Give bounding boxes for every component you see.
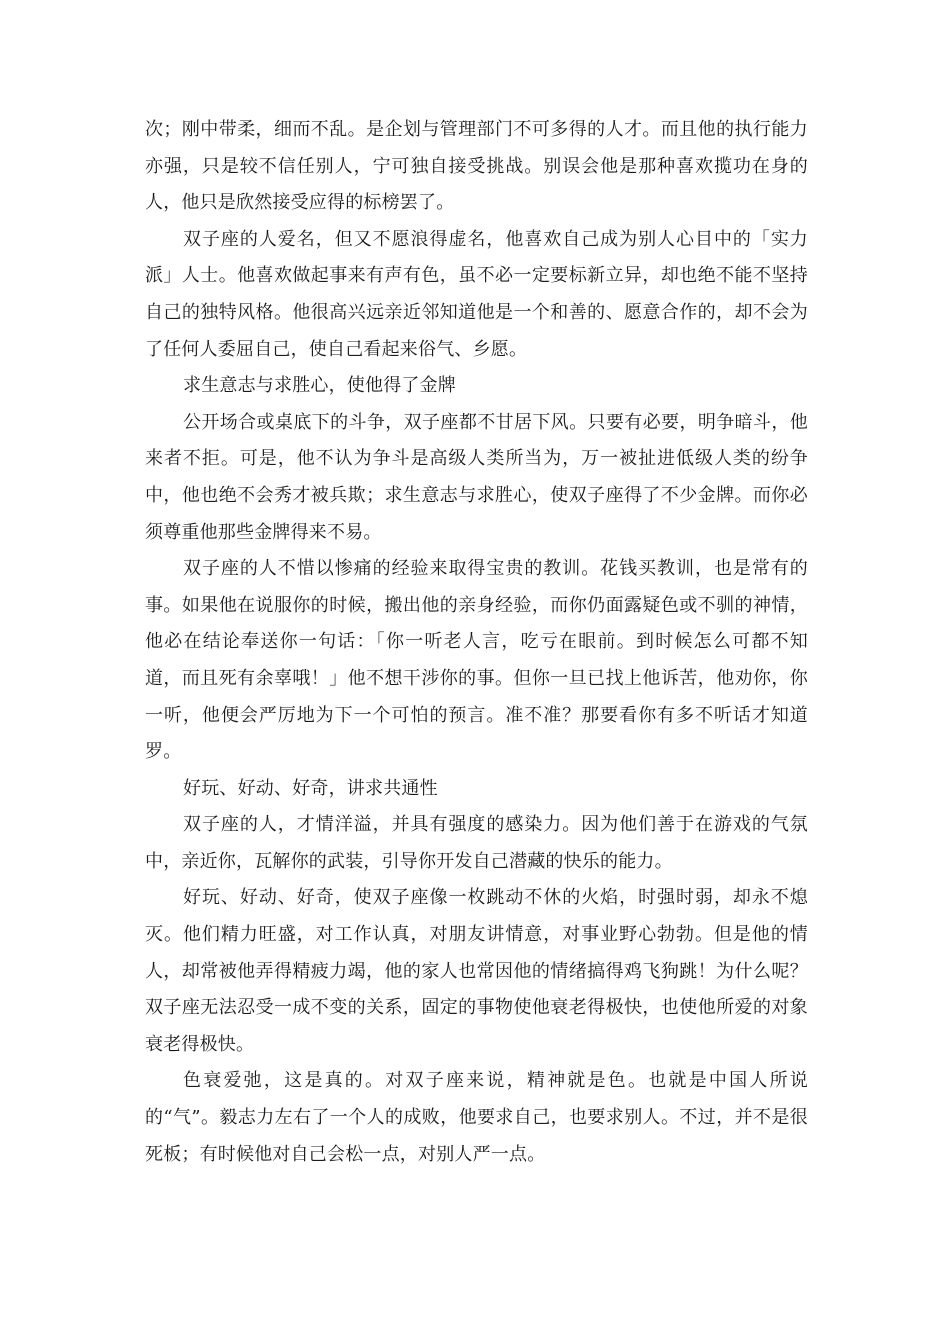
paragraph: 公开场合或桌底下的斗争，双子座都不甘居下风。只要有必要，明争暗斗，他来者不拒。可是，他不认为争斗是高级人类所当为，万一被扯进低级人类的纷争中，他也绝不会秀才被兵欺；求生意志与求胜心，使双子座得了不少金牌。而你必须尊重他那些金牌得来不易。	[145, 411, 808, 543]
paragraph: 好玩、好动、好奇，使双子座像一枚跳动不休的火焰，时强时弱，却永不熄灭。他们精力旺盛，对工作认真，对朋友讲情意，对事业野心勃勃。但是他的情人，却常被他弄得精疲力竭，他的家人也常因他的情绪搞得鸡飞狗跳！为什么呢？双子座无法忍受一成不变的关系，固定的事物使他衰老得极快，也使他所爱的对象衰老得极快。	[145, 887, 808, 1055]
paragraph: 双子座的人，才情洋溢，并具有强度的感染力。因为他们善于在游戏的气氛中，亲近你，瓦解你的武装，引导你开发自己潜藏的快乐的能力。	[145, 814, 808, 872]
document-body	[145, 112, 808, 1173]
paragraph: 双子座的人不惜以惨痛的经验来取得宝贵的教训。花钱买教训，也是常有的事。如果他在说服你的时候，搬出他的亲身经验，而你仍面露疑色或不驯的神情，他必在结论奉送你一句话：「你一听老人言，吃亏在眼前。到时候怎么可都不知道，而且死有余辜哦！」他不想干涉你的事。但你一旦已找上他诉苦，他劝你，你一听，他便会严厉地为下一个可怕的预言。准不准？那要看你有多不听话才知道罗。	[145, 558, 808, 763]
paragraph: 色衰爱弛，这是真的。对双子座来说，精神就是色。也就是中国人所说的“气”。毅志力左右了一个人的成败，他要求自己，也要求别人。不过，并不是很死板；有时候他对自己会松一点，对别人严一点。	[145, 1070, 808, 1165]
section-heading: 好玩、好动、好奇，讲求共通性	[183, 777, 438, 799]
section-heading: 求生意志与求胜心，使他得了金牌	[183, 375, 456, 397]
paragraph: 双子座的人爱名，但又不愿浪得虚名，他喜欢自己成为别人心目中的「实力派」人士。他喜欢做起事来有声有色，虽不必一定要标新立异，却也绝不能不坚持自己的独特风格。他很高兴远亲近邻知道他是一个和善的、愿意合作的，却不会为了任何人委屈自己，使自己看起来俗气、乡愿。	[145, 228, 808, 360]
paragraph: 次；刚中带柔，细而不乱。是企划与管理部门不可多得的人才。而且他的执行能力亦强，只是较不信任别人，宁可独自接受挑战。别误会他是那种喜欢揽功在身的人，他只是欣然接受应得的标榜罢了。	[145, 119, 808, 214]
